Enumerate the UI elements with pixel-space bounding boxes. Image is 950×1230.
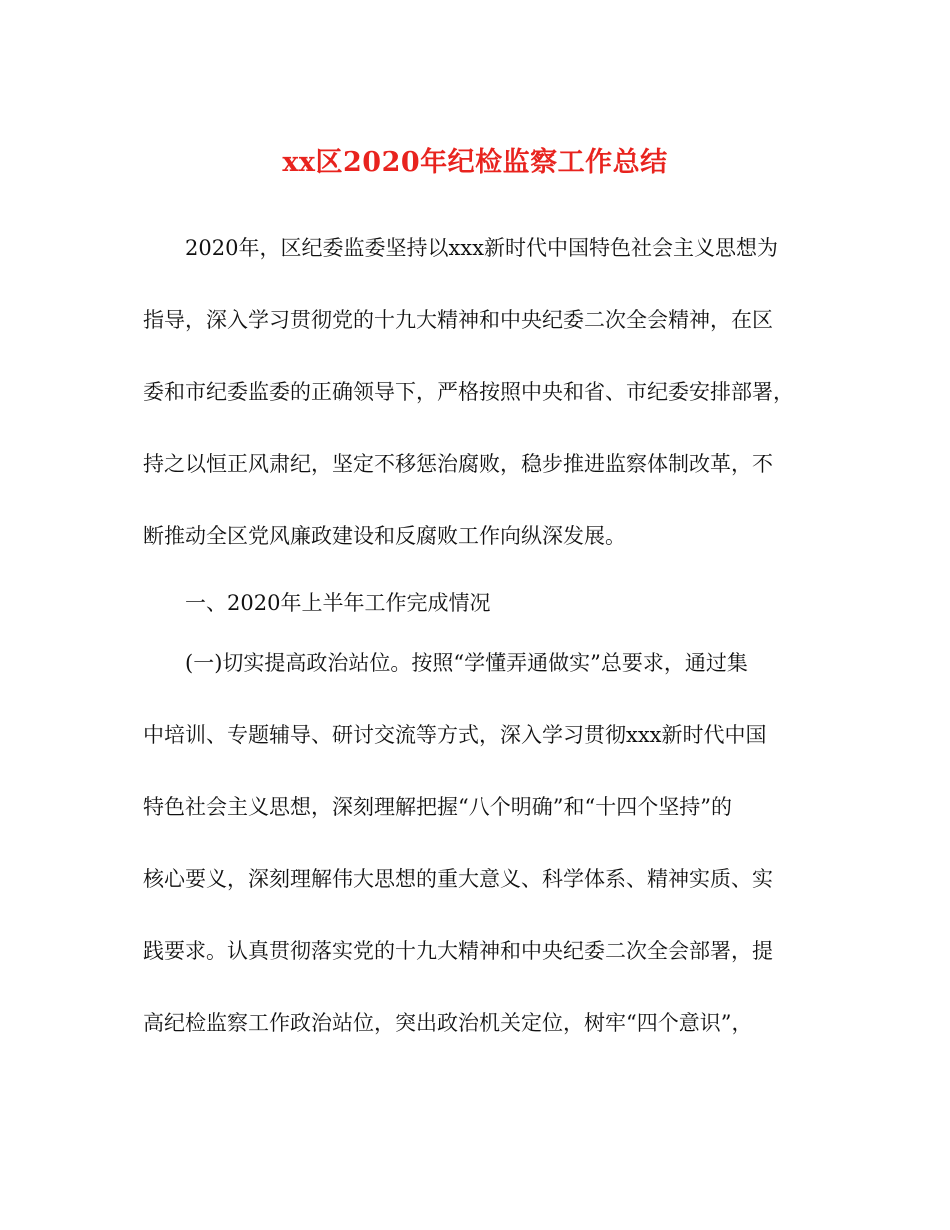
paragraph-line: 断推动全区党风廉政建设和反腐败工作向纵深发展。 [143, 524, 626, 548]
paragraph-line: 高纪检监察工作政治站位，突出政治机关定位，树牢“四个意识”， [143, 1011, 753, 1035]
paragraph-line: 中培训、专题辅导、研讨交流等方式，深入学习贯彻xxx新时代中国 [143, 723, 767, 747]
paragraph-line: 委和市纪委监委的正确领导下，严格按照中央和省、市纪委安排部署， [143, 380, 794, 404]
document-title: xx区2020年纪检监察工作总结 [282, 147, 668, 178]
paragraph-line: 核心要义，深刻理解伟大思想的重大意义、科学体系、精神实质、实 [143, 867, 773, 891]
paragraph-line: 特色社会主义思想，深刻理解把握“八个明确”和“十四个坚持”的 [143, 795, 732, 819]
paragraph-line: 践要求。认真贯彻落实党的十九大精神和中央纪委二次全会部署，提 [143, 939, 773, 963]
paragraph-line: 指导，深入学习贯彻党的十九大精神和中央纪委二次全会精神，在区 [143, 308, 773, 332]
paragraph-line: 2020年，区纪委监委坚持以xxx新时代中国特色社会主义思想为 [185, 236, 778, 260]
paragraph-line: (一)切实提高政治站位。按照“学懂弄通做实”总要求，通过集 [185, 651, 748, 675]
paragraph-line: 持之以恒正风肃纪，坚定不移惩治腐败，稳步推进监察体制改革，不 [143, 452, 773, 476]
section-heading: 一、2020年上半年工作完成情况 [185, 591, 491, 615]
